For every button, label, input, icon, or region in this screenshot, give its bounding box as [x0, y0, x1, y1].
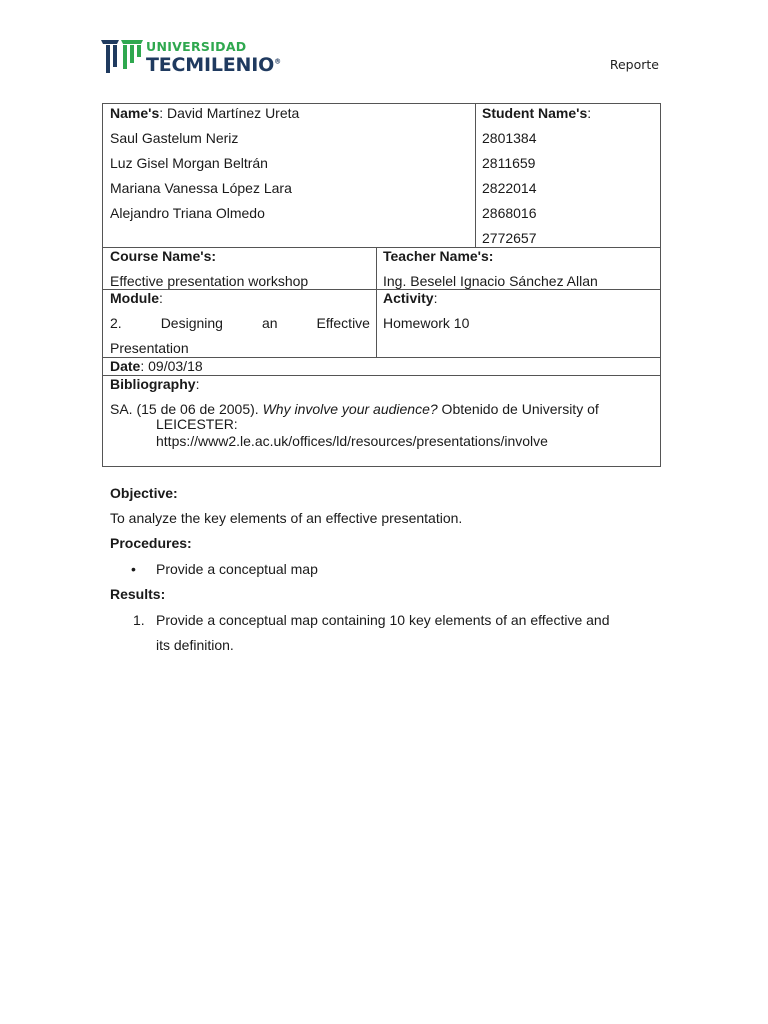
procedures-heading: Procedures:	[110, 535, 192, 551]
name-item: Alejandro Triana Olmedo	[110, 205, 265, 221]
student-id: 2868016	[482, 205, 537, 221]
objective-text: To analyze the key elements of an effective presentation.	[110, 510, 463, 526]
module-value-line2: Presentation	[110, 340, 189, 356]
activity-label: Activity:	[383, 290, 438, 306]
teacher-cell	[376, 247, 662, 289]
bullet-icon: •	[131, 561, 136, 577]
module-value-line1: 2. Designing an Effective	[110, 315, 370, 331]
student-id: 2811659	[482, 155, 536, 171]
procedure-item: Provide a conceptual map	[156, 561, 318, 577]
tecmilenio-emblem-icon	[101, 38, 143, 76]
teacher-label: Teacher Name's:	[383, 248, 494, 264]
bibliography-label: Bibliography:	[110, 376, 200, 392]
names-line: Name's: David Martínez Ureta	[110, 105, 300, 121]
date-cell	[103, 357, 662, 375]
report-label: Reporte	[609, 57, 659, 72]
logo-text-universidad: UNIVERSIDAD	[146, 39, 247, 54]
names-cell	[103, 104, 475, 247]
result-item-line1: Provide a conceptual map containing 10 key elements of an effective and	[156, 612, 610, 628]
module-cell	[103, 289, 376, 357]
bibliography-entry: SA. (15 de 06 de 2005). Why involve your audience? Obtenido de University of	[110, 401, 599, 417]
student-id: 2801384	[482, 130, 537, 146]
result-number: 1.	[133, 612, 145, 628]
results-heading: Results:	[110, 586, 166, 602]
student-cell	[475, 104, 662, 247]
tecmilenio-logo	[101, 38, 291, 80]
course-cell	[103, 247, 376, 289]
objective-heading: Objective:	[110, 485, 178, 501]
name-item: Mariana Vanessa López Lara	[110, 180, 292, 196]
info-table	[102, 103, 661, 467]
result-item-line2: its definition.	[156, 637, 234, 653]
logo-text-tecmilenio: TECMILENIO®	[146, 54, 281, 76]
activity-value: Homework 10	[383, 315, 470, 331]
course-label: Course Name's:	[110, 248, 217, 264]
bibliography-url: https://www2.le.ac.uk/offices/ld/resources/presentations/involve	[156, 433, 548, 449]
student-label: Student Name's:	[482, 105, 592, 121]
date-line: Date: 09/03/18	[110, 358, 203, 374]
module-label: Module:	[110, 290, 163, 306]
name-item: Luz Gisel Morgan Beltrán	[110, 155, 268, 171]
activity-cell	[376, 289, 662, 357]
teacher-value: Ing. Beselel Ignacio Sánchez Allan	[383, 273, 598, 289]
course-value: Effective presentation workshop	[110, 273, 309, 289]
bibliography-publisher: LEICESTER:	[156, 416, 238, 432]
bibliography-cell	[103, 375, 662, 468]
student-id: 2822014	[482, 180, 537, 196]
student-id: 2772657	[482, 230, 537, 246]
name-item: Saul Gastelum Neriz	[110, 130, 239, 146]
